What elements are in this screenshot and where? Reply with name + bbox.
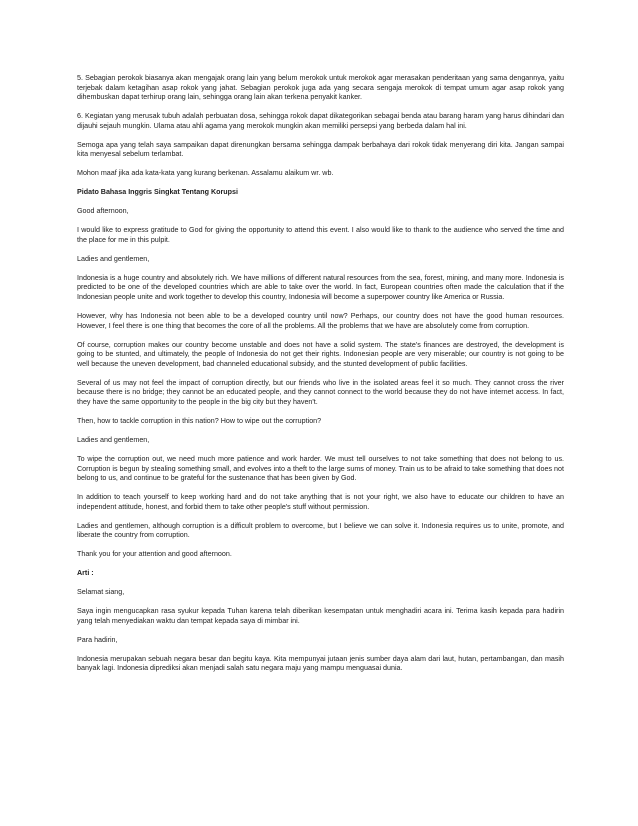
paragraph: Indonesia merupakan sebuah negara besar dan begitu kaya. Kita mempunyai jutaan jenis sumber daya alam dari laut, hutan, pertambangan, dan masih banyak lagi. Indonesia diprediksi akan menjadi salah satu negara maju yang mampu menguasai dunia. <box>77 654 564 673</box>
paragraph: Ladies and gentlemen, <box>77 254 150 263</box>
document-page <box>77 74 564 683</box>
paragraph: Of course, corruption makes our country become unstable and does not have a solid system. The state's finances are destroyed, the development is going to be stunted, and ultimately, the people of Indonesia do not get their rights. Indonesian people are very miserable; our country is not going to be well because the uneven development, bad channeled educational subsidy, and the stunted development of public facilities. <box>77 340 564 368</box>
paragraph: Several of us may not feel the impact of corruption directly, but our friends who live in the isolated areas feel it so much. They cannot cross the river because there is no bridge; they cannot be an educated people, and they cannot connect to the world because they do not have internet access. In fact, they have the same opportunity to the people in the big city but they haven't. <box>77 378 564 406</box>
section-heading: Arti : <box>77 569 94 578</box>
paragraph: Saya ingin mengucapkan rasa syukur kepada Tuhan karena telah diberikan kesempatan untuk menghadiri acara ini. Terima kasih kepada para hadirin yang telah menyediakan waktu dan tempat kepada saya di mimbar ini. <box>77 607 564 625</box>
paragraph: Ladies and gentlemen, although corruption is a difficult problem to overcome, but I believe we can solve it. Indonesia requires us to unite, promote, and liberate the country from corruption. <box>77 521 564 540</box>
paragraph: However, why has Indonesia not been able to be a developed country until now? Perhaps, our country does not have the good human resources. However, I feel there is one thing that becomes the core of all the problems. All the problems that we have are absolutely come from corruption. <box>77 312 564 330</box>
paragraph: 5. Sebagian perokok biasanya akan mengajak orang lain yang belum merokok untuk merokok agar merasakan penderitaan yang sama dengannya, yaitu terjebak dalam ketagihan asap rokok yang jahat. Sebagian perokok juga ada yang secara sengaja merokok di tempat umum agar asap rokok yang dihembuskan dapat terhirup orang lain, sehingga orang lain akan terkena penyakit kanker. <box>77 74 564 102</box>
paragraph: 6. Kegiatan yang merusak tubuh adalah perbuatan dosa, sehingga rokok dapat dikategorikan sebagai benda atau barang haram yang harus dihindari dan dijauhi sejauh mungkin. Ulama atau ahli agama yang merokok mungkin akan memiliki persepsi yang berbeda dalam hal ini. <box>77 112 564 130</box>
paragraph: Thank you for your attention and good afternoon. <box>77 550 232 559</box>
paragraph: Mohon maaf jika ada kata-kata yang kurang berkenan. Assalamu alaikum wr. wb. <box>77 169 334 178</box>
paragraph: Ladies and gentlemen, <box>77 435 150 444</box>
paragraph: Indonesia is a huge country and absolutely rich. We have millions of different natural resources from the sea, forest, mining, and many more. Indonesia is predicted to be one of the developed countries which are able to take over the world. In fact, European countries often made the calculation that if the Indonesian people unite and work together to develop this country, Indonesia will become a superpower country like America or Russia. <box>77 273 564 302</box>
paragraph: Semoga apa yang telah saya sampaikan dapat direnungkan bersama sehingga dampak berbahaya dari rokok tidak menyerang diri kita. Jangan sampai kita menyesal sebelum terlambat. <box>77 140 564 159</box>
section-heading: Pidato Bahasa Inggris Singkat Tentang Korupsi <box>77 188 238 197</box>
paragraph: In addition to teach yourself to keep working hard and do not take anything that is not your right, we also have to educate our children to have an independent attitude, honest, and forbid them to take other people's stuff without permission. <box>77 493 564 511</box>
paragraph: Good afternoon, <box>77 207 129 216</box>
paragraph: Then, how to tackle corruption in this nation? How to wipe out the corruption? <box>77 416 322 425</box>
paragraph: Para hadirin, <box>77 635 118 644</box>
paragraph: To wipe the corruption out, we need much more patience and work harder. We must tell ourselves to not take something that does not belong to us. Corruption is begun by stealing something small, and evolves into a theft to the large sums of money. Train us to be afraid to take something that does not belong to us, and continue to be grateful for the sustenance that has been given by God. <box>77 454 564 483</box>
paragraph: Selamat siang, <box>77 588 125 597</box>
paragraph: I would like to express gratitude to God for giving the opportunity to attend this event. I also would like to thank to the audience who served the time and the place for me in this pulpit. <box>77 226 564 244</box>
